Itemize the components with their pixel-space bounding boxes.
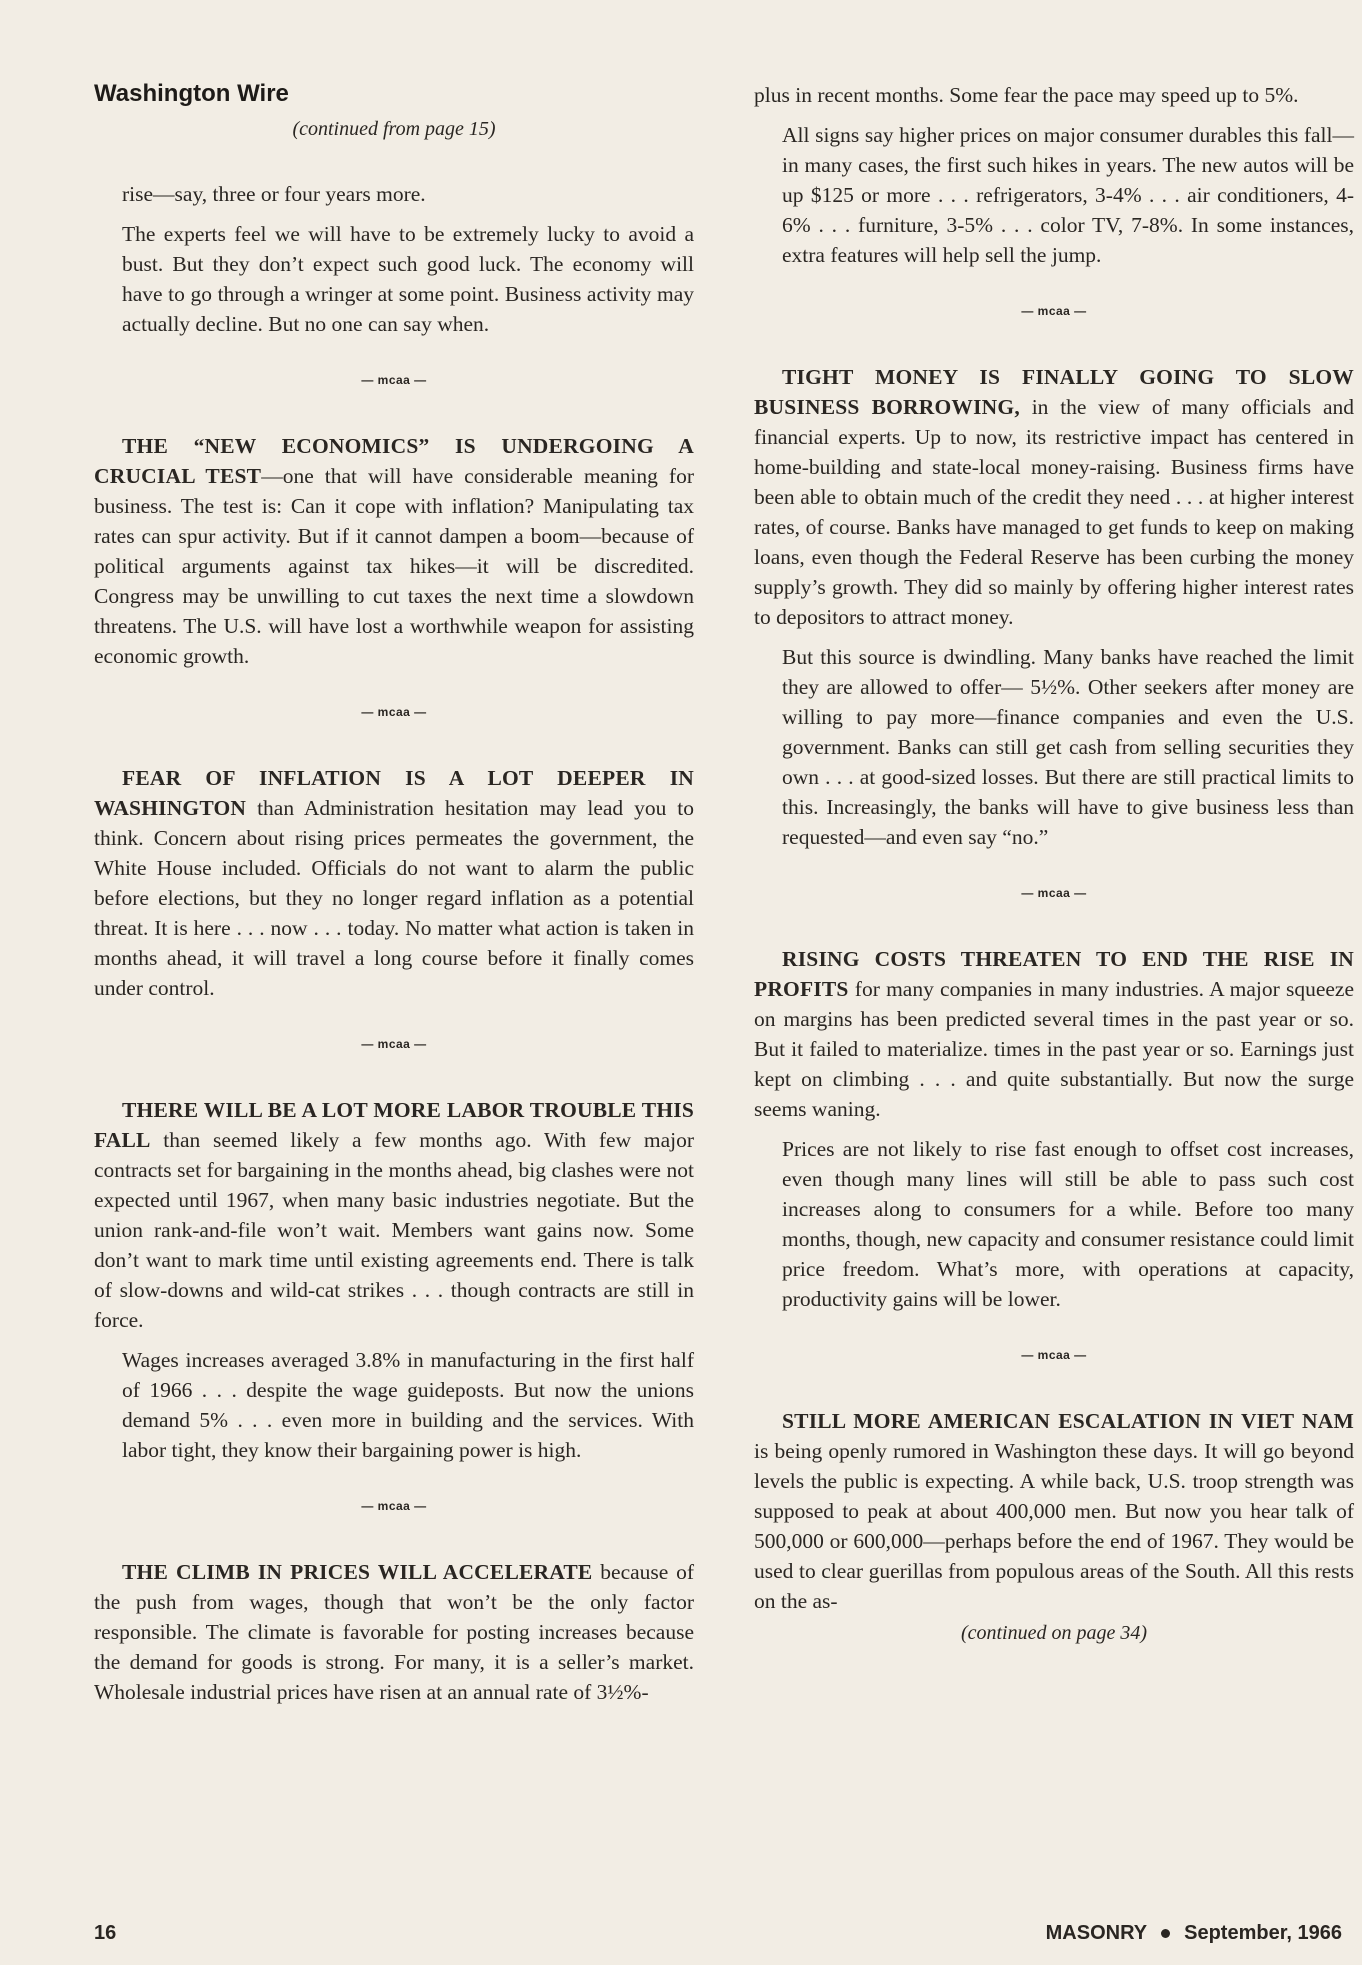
article-body: than Administration hesitation may lead you to think. Concern about rising prices permeates the government, the White House included. Officials do not want to alarm the public before elections, but they no longer regard inflation as a potential threat. It is here . . . now . . . today. No matter what action is taken in months ahead, it will travel a long course before it finally comes under control. [94, 796, 694, 1000]
bullet-icon [1161, 1929, 1170, 1938]
magazine-name: MASONRY [1045, 1922, 1148, 1944]
article-headline: THE CLIMB IN PRICES WILL ACCELERATE [122, 1560, 593, 1584]
article-new-economics [94, 431, 694, 671]
section-separator: — mcaa — [361, 705, 427, 719]
issue-date: September, 1966 [1184, 1922, 1342, 1944]
right-column [754, 80, 1354, 1645]
article-rising-costs [754, 944, 1354, 1124]
section-separator: — mcaa — [361, 1499, 427, 1513]
article-body: because of the push from wages, though that won’t be the only factor responsible. The climate is favorable for posting increases because the demand for goods is strong. For many, it is a seller’s market. Wholesale industrial prices have risen at an annual rate of 3½%- [94, 1560, 695, 1704]
continued-on-note: (continued on page 34) [960, 1622, 1148, 1644]
section-title: Washington Wire [94, 80, 289, 107]
article-climb-in-prices [94, 1557, 694, 1707]
section-separator: — mcaa — [1021, 1348, 1087, 1362]
continued-from-note: (continued from page 15) [292, 118, 496, 140]
article-body: is being openly rumored in Washington these days. It will go beyond levels the public is expecting. A while back, U.S. troop strength was supposed to peak at about 400,000 men. But now you hear talk of 500,000 or 600,000—perhaps before the end of 1967. They would be used to clear guerillas from populous areas of the South. All this rests on the as- [754, 1439, 1354, 1613]
article-labor-trouble [94, 1095, 694, 1335]
article-headline: STILL MORE AMERICAN ESCALATION IN VIET NAM [782, 1409, 1354, 1433]
running-footer [1046, 1922, 1342, 1945]
section-separator: — mcaa — [361, 373, 427, 387]
paragraph: All signs say higher prices on major consumer durables this fall—in many cases, the first such hikes in years. The new autos will be up $125 or more . . . refrigerators, 3-4% . . . air conditioners, 4-6% . . . furniture, 3-5% . . . color TV, 7-8%. In some instances, extra features will help sell the jump. [782, 123, 1354, 267]
section-separator: — mcaa — [1021, 886, 1087, 900]
article-viet-nam [754, 1406, 1354, 1616]
article-tight-money [754, 362, 1354, 632]
article-headline: FEAR OF INFLATION IS A LOT DEEPER IN WASHINGTON [94, 766, 694, 820]
paragraph: rise—say, three or four years more. [122, 182, 426, 206]
paragraph: But this source is dwindling. Many banks have reached the limit they are allowed to offer— 5½%. Other seekers after money are willing to pay more—finance companies and even the U.S. government. Banks can still get cash from selling securities they own . . . at good-sized losses. But there are still practical limits to this. Increasingly, the banks will have to give business less than requested—and even say “no.” [782, 645, 1354, 849]
article-body: for many companies in many industries. A major squeeze on margins has been predicted several times in the past year or so. But it failed to materialize. times in the past year or so. Earnings just kept on climbing . . . and quite substantially. But now the surge seems waning. [754, 977, 1354, 1121]
paragraph: plus in recent months. Some fear the pace may speed up to 5%. [754, 83, 1299, 107]
article-body: —one that will have considerable meaning for business. The test is: Can it cope with inflation? Manipulating tax rates can spur activity. But if it cannot dampen a boom—because of political arguments against tax hikes—it will be discredited. Congress may be unwilling to cut taxes the next time a slowdown threatens. The U.S. will have lost a worthwhile weapon for assisting economic growth. [94, 464, 694, 668]
paragraph: Prices are not likely to rise fast enough to offset cost increases, even though many lines will still be able to pass such cost increases along to consumers for a while. Before too many months, though, new capacity and consumer resistance could limit price freedom. What’s more, with operations at capacity, productivity gains will be lower. [782, 1137, 1354, 1311]
paragraph: Wages increases averaged 3.8% in manufacturing in the first half of 1966 . . . despite the wage guideposts. But now the unions demand 5% . . . even more in building and the services. With labor tight, they know their bargaining power is high. [122, 1348, 694, 1462]
article-headline: RISING COSTS THREATEN TO END THE RISE IN PROFITS [754, 947, 1354, 1001]
article-headline: THERE WILL BE A LOT MORE LABOR TROUBLE THIS FALL [94, 1098, 694, 1152]
paragraph: The experts feel we will have to be extremely lucky to avoid a bust. But they don’t expect such good luck. The economy will have to go through a wringer at some point. Business activity may actually decline. But no one can say when. [122, 222, 694, 336]
article-fear-of-inflation [94, 763, 694, 1003]
section-separator: — mcaa — [1021, 304, 1087, 318]
article-headline: TIGHT MONEY IS FINALLY GOING TO SLOW BUSINESS BORROWING, [754, 365, 1354, 419]
section-separator: — mcaa — [361, 1037, 427, 1051]
left-column [94, 80, 694, 1707]
article-headline: THE “NEW ECONOMICS” IS UNDERGOING A CRUCIAL TEST [94, 434, 694, 488]
article-body: than seemed likely a few months ago. With few major contracts set for bargaining in the months ahead, big clashes were not expected until 1967, when many basic industries negotiate. But the union rank-and-file won’t wait. Members want gains now. Some don’t want to mark time until existing agreements end. There is talk of slow-downs and wild-cat strikes . . . though contracts are still in force. [94, 1128, 694, 1332]
page-number: 16 [94, 1922, 117, 1944]
article-body: in the view of many officials and financial experts. Up to now, its restrictive impact has centered in home-building and state-local money-raising. Business firms have been able to obtain much of the credit they need . . . at higher interest rates, of course. Banks have managed to get funds to keep on making loans, even though the Federal Reserve has been curbing the money supply’s growth. They did so mainly by offering higher interest rates to depositors to attract money. [754, 395, 1354, 629]
